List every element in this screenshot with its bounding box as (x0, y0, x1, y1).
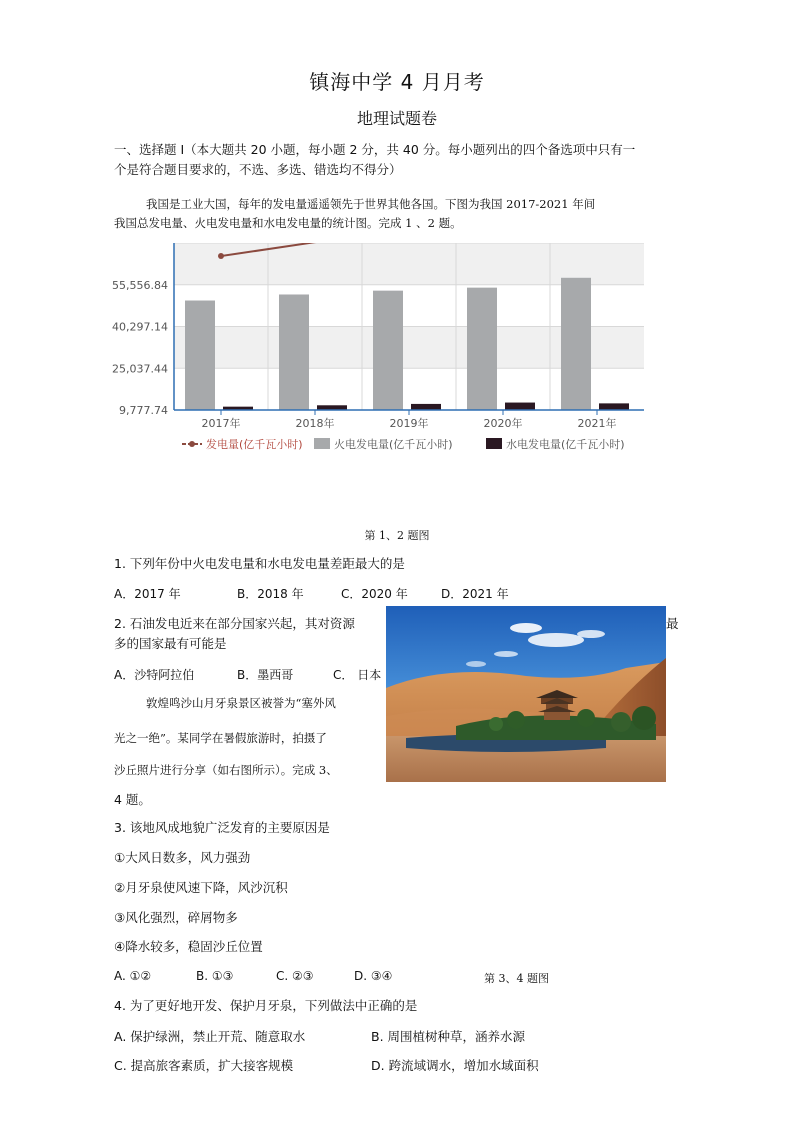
intro-q34-line2: 光之一绝”。某同学在暑假旅游时，拍摄了 (114, 731, 327, 745)
figure-caption-q12: 第 1、2 题图 (364, 529, 430, 542)
q1-option-d: D．2021 年 (441, 587, 509, 601)
chart-svg (110, 243, 660, 473)
hydro-bar (411, 404, 441, 410)
q3-item-1: ①大风日数多，风力强劲 (114, 850, 251, 865)
legend-label: 发电量(亿千瓦小时) (206, 438, 303, 451)
thermal-bar (373, 291, 403, 410)
intro-q34-line3: 沙丘照片进行分享（如右图所示）。完成 3、 (114, 763, 338, 777)
q1-option-a: A．2017 年 (114, 587, 181, 601)
page-title: 镇海中学 4 月月考 (309, 70, 485, 94)
q3-option-a: A. ①② (114, 969, 152, 983)
figure-caption-q34: 第 3、4 题图 (484, 972, 549, 985)
thermal-bar (279, 294, 309, 410)
legend-swatch (486, 438, 502, 449)
intro-q12-line2: 我国总发电量、火电发电量和水电发电量的统计图。完成 1 、2 题。 (114, 216, 462, 230)
x-tick-label: 2021年 (577, 417, 617, 430)
q3-option-b: B. ①③ (196, 969, 234, 983)
question-4-stem: 4. 为了更好地开发、保护月牙泉，下列做法中正确的是 (114, 998, 418, 1013)
legend-label: 火电发电量(亿千瓦小时) (334, 438, 453, 451)
q4-option-a: A. 保护绿洲，禁止开荒、随意取水 (114, 1029, 306, 1044)
hydro-bar (505, 403, 535, 410)
y-tick-label: 25,037.44 (112, 362, 168, 376)
legend-swatch-point (189, 441, 195, 447)
section-instruction-line1: 一、选择题 I（本大题共 20 小题，每小题 2 分，共 40 分。每小题列出的四个备选项中只有一 (114, 142, 636, 157)
q1-option-c: C．2020 年 (341, 587, 408, 601)
thermal-bar (467, 288, 497, 410)
q2-option-b: B．墨西哥 (237, 668, 294, 682)
hydro-bar (599, 403, 629, 410)
page-subtitle: 地理试题卷 (356, 109, 437, 128)
legend-swatch (314, 438, 330, 449)
total-generation-point (218, 253, 224, 259)
x-tick-label: 2019年 (389, 417, 429, 430)
question-2-stem-line2: 多的国家最有可能是 (114, 636, 227, 651)
intro-q12-line1: 我国是工业大国，每年的发电量遥遥领先于世界其他各国。下图为我国 2017-2021 年间 (146, 197, 596, 211)
q1-option-b: B．2018 年 (237, 587, 304, 601)
q2-option-c: C． 日本 (333, 668, 382, 682)
q3-item-4: ④降水较多，稳固沙丘位置 (114, 939, 263, 954)
desert-photo (386, 606, 666, 782)
q3-option-c: C. ②③ (276, 969, 314, 983)
thermal-bar (561, 278, 591, 410)
intro-q34-line1: 敦煌鸣沙山月牙泉景区被誉为“塞外风 (146, 696, 336, 710)
y-tick-label: 9,777.74 (119, 404, 168, 417)
desert-photo-svg (386, 606, 666, 782)
x-tick-label: 2020年 (483, 417, 523, 430)
q3-item-3: ③风化强烈，碎屑物多 (114, 910, 238, 925)
y-tick-label: 40,297.14 (112, 320, 168, 334)
thermal-bar (185, 301, 215, 410)
question-2-stem-end: 最 (666, 616, 679, 631)
q3-option-d: D. ③④ (354, 969, 393, 983)
x-tick-label: 2018年 (295, 417, 335, 430)
question-3-stem: 3. 该地风成地貌广泛发育的主要原因是 (114, 820, 330, 835)
q4-option-c: C. 提高旅客素质，扩大接客规模 (114, 1058, 294, 1073)
question-2-stem: 2. 石油发电近来在部分国家兴起，其对资源 (114, 616, 355, 631)
q2-option-a: A．沙特阿拉伯 (114, 668, 195, 682)
power-generation-chart (110, 243, 660, 473)
q4-option-d: D. 跨流域调水，增加水域面积 (371, 1058, 539, 1073)
q3-item-2: ②月牙泉使风速下降，风沙沉积 (114, 880, 288, 895)
intro-q34-line4: 4 题。 (114, 792, 151, 807)
legend-label: 水电发电量(亿千瓦小时) (506, 438, 625, 451)
y-tick-label: 55,556.84 (112, 278, 168, 292)
question-1-stem: 1. 下列年份中火电发电量和水电发电量差距最大的是 (114, 556, 405, 571)
x-tick-label: 2017年 (201, 417, 241, 430)
section-instruction-line2: 个是符合题目要求的，不选、多选、错选均不得分） (114, 162, 402, 177)
q4-option-b: B. 周围植树种草，涵养水源 (371, 1029, 526, 1044)
